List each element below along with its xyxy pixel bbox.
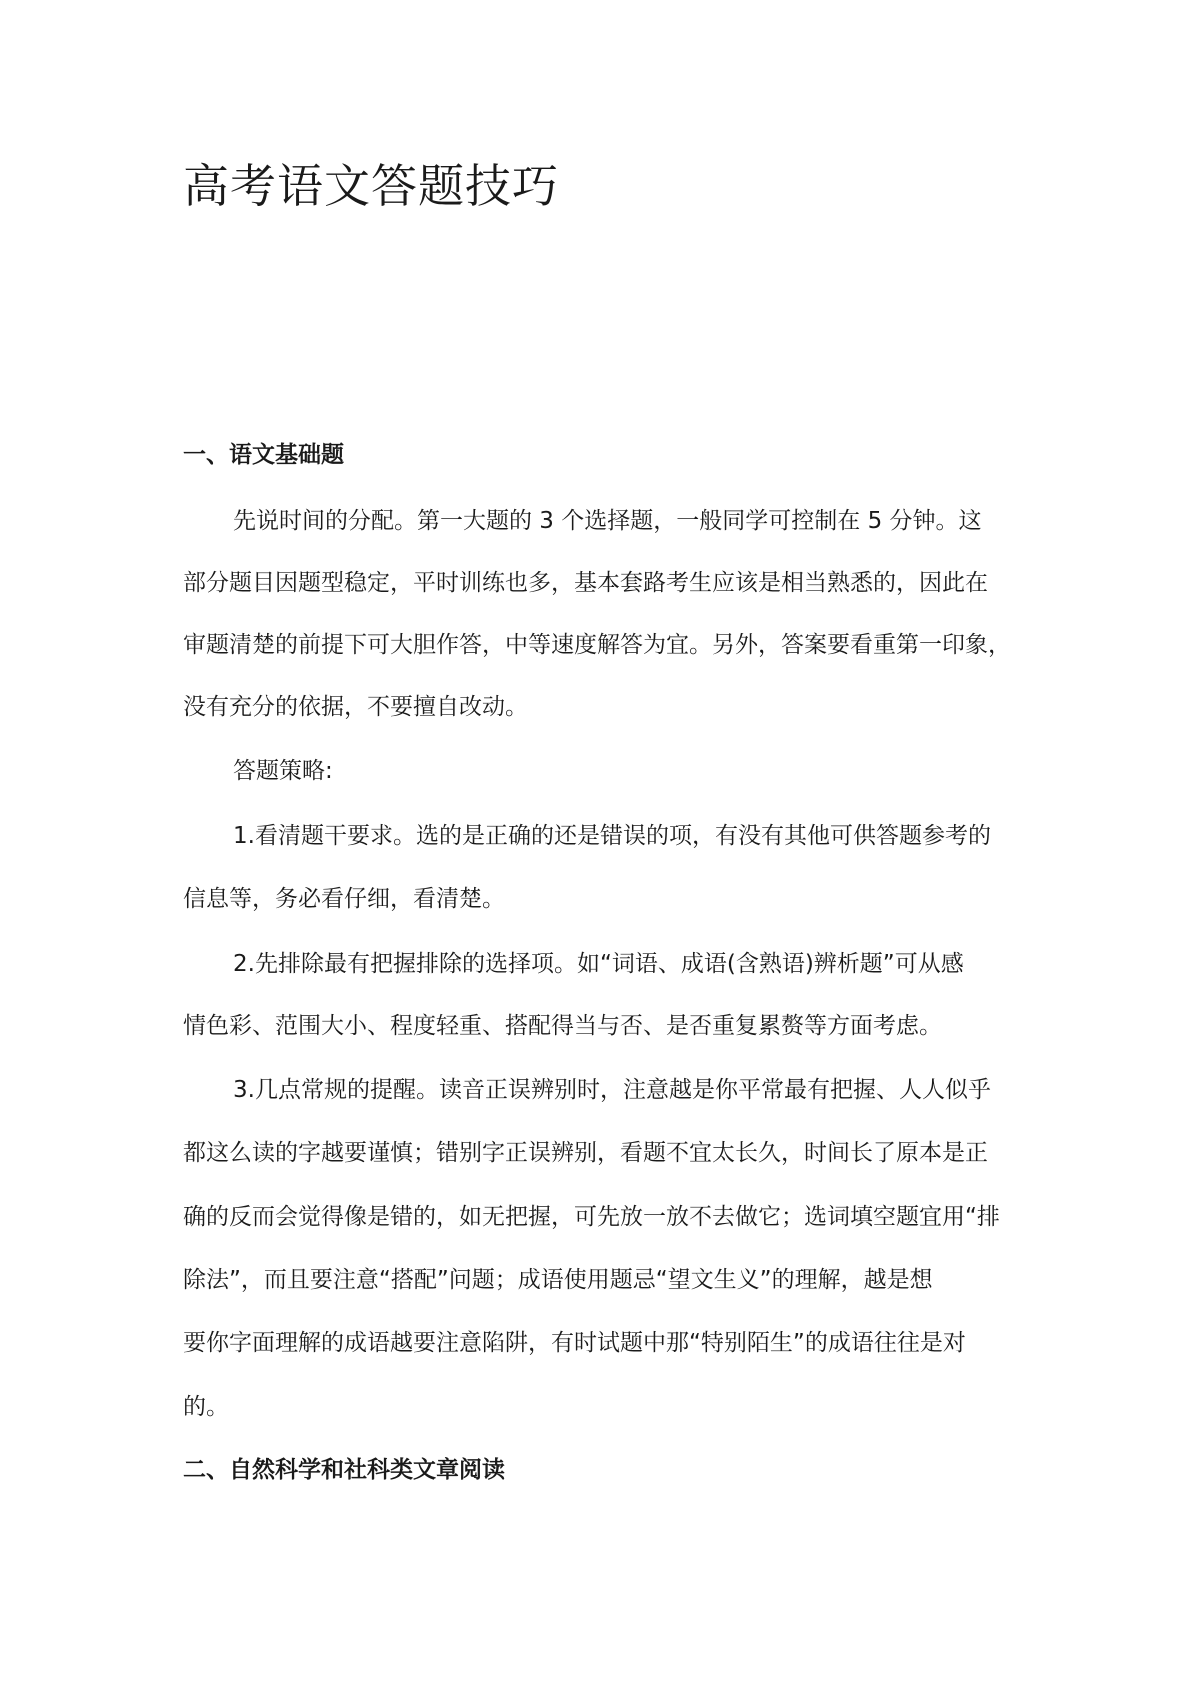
paragraph-line: 情色彩、范围大小、程度轻重、搭配得当与否、是否重复累赘等方面考虑。: [183, 1013, 942, 1039]
paragraph-line: 除法”，而且要注意“搭配”问题；成语使用题忌“望文生义”的理解，越是想: [183, 1267, 933, 1293]
paragraph-line: 信息等，务必看仔细，看清楚。: [183, 886, 505, 912]
paragraph-line: 审题清楚的前提下可大胆作答，中等速度解答为宜。另外，答案要看重第一印象，: [183, 632, 1011, 658]
paragraph-line: 3.几点常规的提醒。读音正误辨别时，注意越是你平常最有把握、人人似乎: [233, 1077, 991, 1103]
paragraph-line: 的。: [183, 1394, 229, 1420]
strategy-label: 答题策略:: [233, 758, 333, 784]
section-heading-1: 一、语文基础题: [183, 442, 344, 468]
paragraph-line: 1.看清题干要求。选的是正确的还是错误的项，有没有其他可供答题参考的: [233, 823, 991, 849]
paragraph-line: 要你字面理解的成语越要注意陷阱，有时试题中那“特别陌生”的成语往往是对: [183, 1330, 966, 1356]
paragraph-line: 2.先排除最有把握排除的选择项。如“词语、成语(含熟语)辨析题”可从感: [233, 951, 964, 977]
paragraph-line: 确的反而会觉得像是错的，如无把握，可先放一放不去做它；选词填空题宜用“排: [183, 1204, 1000, 1230]
paragraph-line: 先说时间的分配。第一大题的 3 个选择题，一般同学可控制在 5 分钟。这: [233, 508, 982, 534]
paragraph-line: 没有充分的依据，不要擅自改动。: [183, 694, 528, 720]
section-heading-2: 二、自然科学和社科类文章阅读: [183, 1457, 505, 1483]
paragraph-line: 部分题目因题型稳定，平时训练也多，基本套路考生应该是相当熟悉的，因此在: [183, 570, 988, 596]
document-title: 高考语文答题技巧: [183, 159, 559, 213]
paragraph-line: 都这么读的字越要谨慎；错别字正误辨别，看题不宜太长久，时间长了原本是正: [183, 1140, 988, 1166]
